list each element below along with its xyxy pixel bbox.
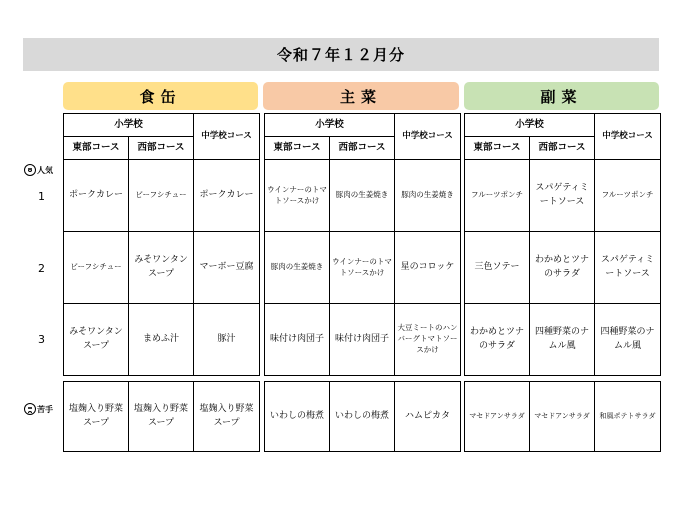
menu-cell: スパゲティミートソース — [530, 160, 595, 232]
header-elementary: 小学校 — [265, 114, 395, 137]
menu-cell: 星のコロッケ — [395, 232, 461, 304]
menu-cell: ビーフシチュー — [129, 160, 194, 232]
category-fukusai: 副菜 — [464, 82, 659, 110]
header-middle: 中学校コース — [194, 114, 260, 160]
header-elementary: 小学校 — [64, 114, 194, 137]
menu-cell: 豚肉の生姜焼き — [265, 232, 330, 304]
rank-1: 1 — [38, 190, 45, 203]
menu-cell: ハムピカタ — [395, 382, 461, 452]
table-shusai — [264, 113, 461, 452]
menu-cell: スパゲティミートソース — [595, 232, 661, 304]
menu-cell: ポークカレー — [194, 160, 260, 232]
header-west: 西部コース — [330, 137, 395, 160]
header-elementary: 小学校 — [465, 114, 595, 137]
rank-2: 2 — [38, 262, 45, 275]
category-shusai: 主菜 — [263, 82, 459, 110]
menu-cell: 三色ソテー — [465, 232, 530, 304]
menu-cell: 四種野菜のナムル風 — [595, 304, 661, 376]
menu-cell: 豚汁 — [194, 304, 260, 376]
menu-cell: まめふ汁 — [129, 304, 194, 376]
frown-icon — [24, 403, 36, 415]
menu-cell: みそワンタンスープ — [64, 304, 129, 376]
menu-cell: ウインナーのトマトソースかけ — [265, 160, 330, 232]
page-title: 令和７年１２月分 — [23, 38, 659, 71]
menu-cell: ポークカレー — [64, 160, 129, 232]
menu-cell: 和風ポテトサラダ — [595, 382, 661, 452]
smile-icon — [24, 164, 36, 176]
category-shokkan: 食缶 — [63, 82, 258, 110]
header-west: 西部コース — [129, 137, 194, 160]
menu-cell: フルーツポンチ — [595, 160, 661, 232]
table-fukusai — [464, 113, 661, 452]
header-middle: 中学校コース — [595, 114, 661, 160]
header-east: 東部コース — [465, 137, 530, 160]
menu-cell: 大豆ミートのハンバーグトマトソースかけ — [395, 304, 461, 376]
header-middle: 中学校コース — [395, 114, 461, 160]
menu-cell: ビーフシチュー — [64, 232, 129, 304]
menu-cell: 味付け肉団子 — [330, 304, 395, 376]
menu-cell: 塩麹入り野菜スープ — [194, 382, 260, 452]
unpopular-text: 苦手 — [37, 404, 53, 414]
menu-cell: フルーツポンチ — [465, 160, 530, 232]
menu-cell: わかめとツナのサラダ — [530, 232, 595, 304]
menu-cell: マーボー豆腐 — [194, 232, 260, 304]
rank-3: 3 — [38, 333, 45, 346]
menu-cell: 四種野菜のナムル風 — [530, 304, 595, 376]
menu-cell: 味付け肉団子 — [265, 304, 330, 376]
header-west: 西部コース — [530, 137, 595, 160]
table-shokkan — [63, 113, 260, 452]
popular-text: 人気 — [37, 165, 53, 175]
menu-cell: マセドアンサラダ — [465, 382, 530, 452]
menu-cell: 豚肉の生姜焼き — [395, 160, 461, 232]
menu-cell: 塩麹入り野菜スープ — [129, 382, 194, 452]
popular-label — [24, 164, 53, 176]
menu-cell: ウインナーのトマトソースかけ — [330, 232, 395, 304]
menu-cell: マセドアンサラダ — [530, 382, 595, 452]
menu-cell: 塩麹入り野菜スープ — [64, 382, 129, 452]
menu-cell: わかめとツナのサラダ — [465, 304, 530, 376]
header-east: 東部コース — [64, 137, 129, 160]
menu-cell: いわしの梅煮 — [330, 382, 395, 452]
menu-cell: いわしの梅煮 — [265, 382, 330, 452]
menu-cell: 豚肉の生姜焼き — [330, 160, 395, 232]
menu-cell: みそワンタンスープ — [129, 232, 194, 304]
unpopular-label — [24, 403, 53, 415]
header-east: 東部コース — [265, 137, 330, 160]
